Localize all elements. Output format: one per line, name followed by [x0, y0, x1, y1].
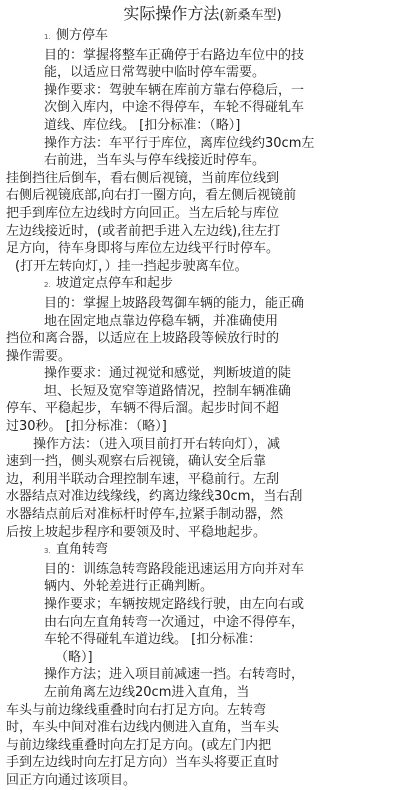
- text-line: 过30秒。 [扣分标准：（略）]: [6, 419, 167, 435]
- title-text: 实际操作方法: [123, 4, 220, 23]
- text-line: 左边线接近时，(或者前把手进入左边线),往左打: [6, 223, 281, 239]
- title-subtitle: (新桑车型): [219, 8, 282, 23]
- text-line: 车头与前边缘线重叠时向右打足方向。左转弯: [6, 702, 267, 718]
- text-line: 坦、长短及宽窄等道路情况，控制车辆准确: [44, 383, 292, 399]
- section-right-angle-turn: [6, 541, 399, 789]
- text-line: 手到左边线时向左打足方向）当车头将要正直时: [6, 755, 280, 771]
- text-line: 回正方向通过该项目。: [6, 772, 137, 788]
- text-line: 操作方法：车平行于库位，离库位线约30cm左: [44, 135, 315, 151]
- text-line: 操作要求：驾驶车辆在库前方靠右停稳后，一: [44, 82, 305, 98]
- text-line: 操作要求；车辆按规定路线行驶，由左向右或: [44, 597, 305, 612]
- text-line: 水器结点前后对准标杆时停车,拉紧手制动器，然: [6, 507, 284, 523]
- text-line: 操作方法：（进入项目前打开右转向灯），减: [33, 436, 281, 452]
- text-line: 停车、平稳起步，车辆不得后溜。起步时间不超: [6, 401, 280, 417]
- text-line: 后按上坡起步程序和要领及时、平稳地起步。: [6, 524, 267, 540]
- text-line: 能，以适应日常驾驶中临时停车需要。: [44, 65, 266, 81]
- text-line: 次倒入库内，中途不得停车，车轮不得碰轧车: [44, 100, 305, 116]
- text-line: 挡位和离合器，以适应在上坡路段等候放行时的: [6, 331, 280, 347]
- section-title: 直角转弯: [56, 542, 109, 558]
- text-line: 操作需要。: [6, 348, 72, 364]
- section-body: [6, 295, 399, 541]
- text-line: 边，利用半联动合理控制车速，平稳前行。左刮: [6, 471, 280, 487]
- text-line: 目的：训练急转弯路段能迅速运用方向并对车: [44, 561, 305, 577]
- text-line: 操作要求：通过视觉和感觉，判断坡道的陡: [44, 366, 292, 382]
- text-line: 目的：掌握上坡路段驾御车辆的能力，能正确: [44, 295, 305, 311]
- text-line: 辆内、外轮差进行正确判断。: [44, 579, 214, 595]
- section-number: 3.: [44, 547, 51, 556]
- text-line: （略）]: [55, 649, 93, 665]
- section-number: 1.: [44, 33, 51, 41]
- section-heading: [6, 275, 399, 295]
- section-body: [6, 47, 399, 276]
- text-line: 时，车头中间对准右边线内侧进入直角，当车头: [6, 720, 280, 736]
- text-line: 地在固定地点靠边停稳车辆，并准确使用: [44, 313, 279, 329]
- section-heading: [6, 27, 399, 47]
- document-title: [6, 4, 399, 26]
- section-title: 坡道定点停车和起步: [56, 276, 174, 292]
- text-line: 与前边缘线重叠时向左打足方向。(或左门内把: [6, 737, 272, 753]
- text-line: 水器结点对准边线缘线，约离边缘线30cm，当右刮: [6, 489, 303, 505]
- text-line: 把手到库位左边线时方向回正。当左后轮与库位: [6, 205, 280, 221]
- text-line: 右前进，当车头与停车线接近时停车。: [44, 153, 266, 169]
- section-heading: [6, 541, 399, 561]
- text-line: 操作方法；进入项目前减速一挡。右转弯时，: [44, 667, 305, 683]
- section-title: 侧方停车: [56, 28, 109, 43]
- section-body: [6, 561, 399, 790]
- text-line: 挂倒挡往后倒车，看右侧后视镜，当前库位线到: [6, 170, 280, 186]
- text-line: 车轮不得碰轧车道边线。 [扣分标准：: [44, 632, 262, 648]
- text-line: 目的：掌握将整车正确停于右路边车位中的技: [44, 47, 305, 63]
- text-line: 左前角离左边线20cm进入直角，当: [44, 684, 250, 700]
- text-line: 由右向左直角转弯一次通过，中途不得停车，: [44, 614, 305, 630]
- section-side-parking: [6, 27, 399, 275]
- text-line: 道线、库位线。 [扣分标准：（略）]: [44, 117, 241, 133]
- section-number: 2.: [44, 281, 51, 290]
- text-line: (打开左转向灯，）挂一挡起步驶离车位。: [15, 258, 248, 274]
- section-hill-start: [6, 275, 399, 541]
- text-line: 速到一挡，侧头观察右后视镜，确认安全后靠: [6, 454, 267, 470]
- text-line: 右侧后视镜底部,向右打一圈方向，看左侧后视镜前: [6, 188, 297, 204]
- text-line: 足方向，待车身即将与库位左边线平行时停车。: [6, 241, 280, 257]
